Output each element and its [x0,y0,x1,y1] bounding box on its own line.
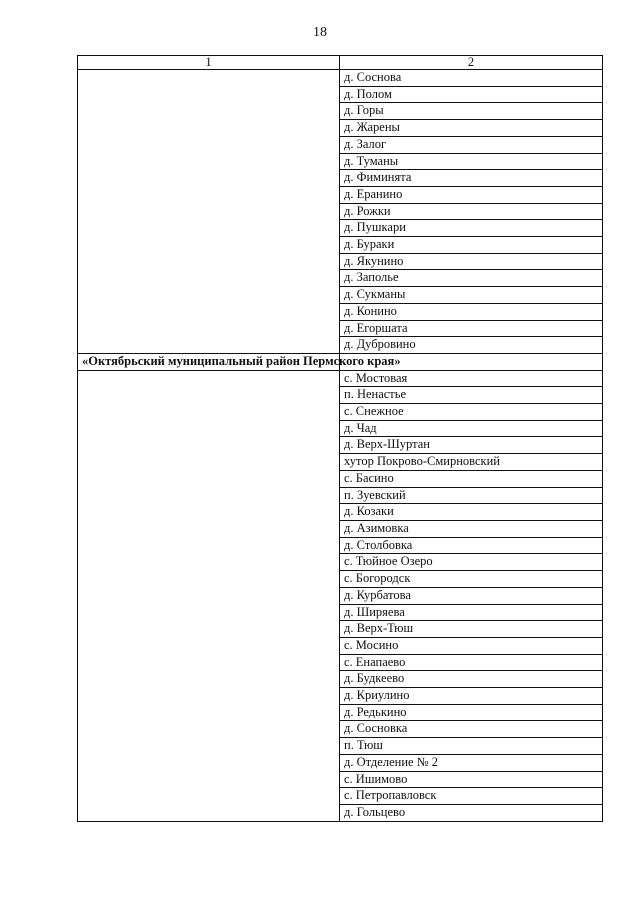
settlement-name: с. Енапаево [340,654,603,671]
district-name: «Октябрьский муниципальный район Пермского края» [78,353,340,370]
settlement-name: с. Богородск [340,571,603,588]
settlement-name: д. Егоршата [340,320,603,337]
settlement-name: с. Басино [340,470,603,487]
settlement-name: с. Тюйное Озеро [340,554,603,571]
settlement-name: хутор Покрово-Смирновский [340,454,603,471]
table-row [78,70,603,87]
district-column-cell [78,370,340,821]
settlement-name: п. Тюш [340,738,603,755]
settlement-name: д. Будкеево [340,671,603,688]
settlement-name: д. Соснова [340,70,603,87]
settlement-name: д. Бураки [340,237,603,254]
settlement-name: д. Якунино [340,253,603,270]
district-row [78,353,603,370]
district-column-cell [78,70,340,354]
settlement-name: д. Дубровино [340,337,603,354]
column-header-row [78,56,603,70]
settlement-name: д. Курбатова [340,587,603,604]
settlement-name: д. Чад [340,420,603,437]
settlement-name: д. Редькино [340,704,603,721]
settlement-name: д. Заполье [340,270,603,287]
settlement-name: д. Сукманы [340,287,603,304]
settlement-name: с. Петропавловск [340,788,603,805]
settlement-name: д. Залог [340,136,603,153]
column-header-1: 1 [78,56,340,70]
settlement-name: д. Верх-Шуртан [340,437,603,454]
table-row [78,370,603,387]
settlement-name: д. Криулино [340,688,603,705]
settlements-table-body [78,56,603,822]
settlement-name: д. Гольцево [340,804,603,821]
settlement-name: д. Жарены [340,120,603,137]
settlements-table [77,55,603,822]
settlement-name: с. Мостовая [340,370,603,387]
settlement-name: п. Ненастье [340,387,603,404]
settlement-name: д. Рожки [340,203,603,220]
settlement-name: д. Козаки [340,504,603,521]
settlement-name: д. Конино [340,303,603,320]
settlement-name: д. Туманы [340,153,603,170]
settlement-name: д. Столбовка [340,537,603,554]
settlement-name: д. Сосновка [340,721,603,738]
settlement-name: д. Азимовка [340,520,603,537]
settlement-name: д. Еранино [340,186,603,203]
column-header-2: 2 [340,56,603,70]
settlement-name: с. Мосино [340,637,603,654]
settlement-name: д. Пушкари [340,220,603,237]
page-number: 18 [313,25,327,40]
settlement-name: д. Отделение № 2 [340,754,603,771]
settlement-name: с. Ишимово [340,771,603,788]
settlement-name: п. Зуевский [340,487,603,504]
settlement-name: д. Горы [340,103,603,120]
settlement-name: с. Снежное [340,404,603,421]
settlement-name: д. Ширяева [340,604,603,621]
settlement-name: д. Фиминята [340,170,603,187]
settlement-name: д. Верх-Тюш [340,621,603,638]
settlement-name: д. Полом [340,86,603,103]
